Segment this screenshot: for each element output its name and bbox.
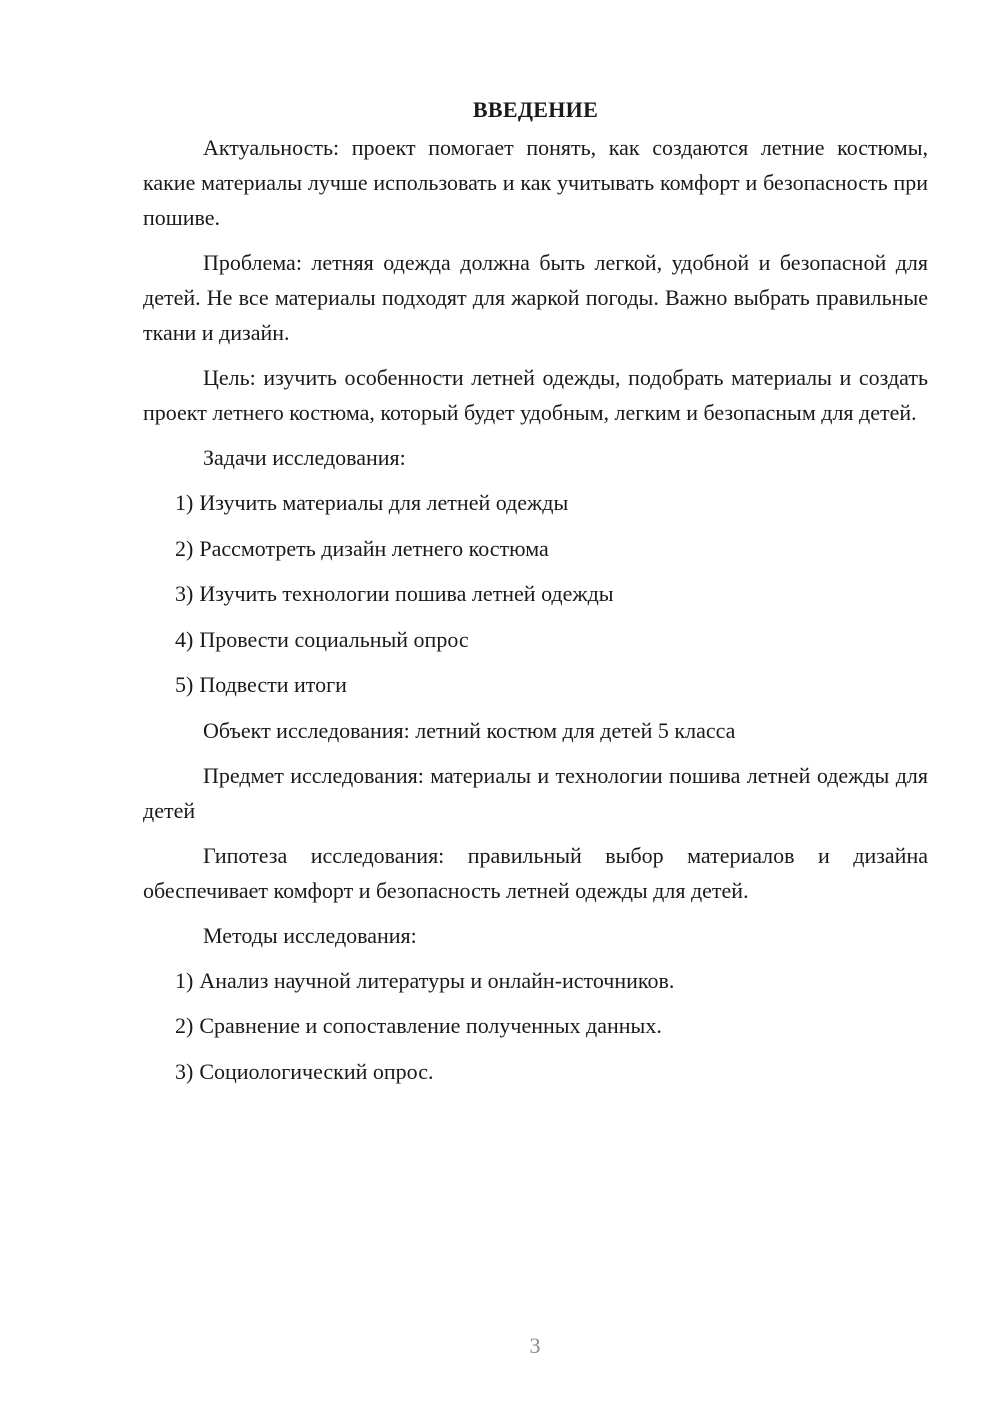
list-item <box>143 622 928 657</box>
list-item-text: Провести социальный опрос <box>199 626 469 652</box>
relevance-paragraph: Актуальность: проект помогает понять, как создаются летние костюмы, какие материалы лучше использовать и как учитывать комфорт и безопасность при пошиве. <box>143 135 928 230</box>
list-item-text: Рассмотреть дизайн летнего костюма <box>199 535 549 561</box>
methods-title: Методы исследования: <box>203 922 417 948</box>
list-item <box>143 667 928 702</box>
page-title: ВВЕДЕНИЕ <box>472 97 599 122</box>
tasks-list <box>143 485 928 702</box>
list-item <box>143 485 928 520</box>
tasks-title: Задачи исследования: <box>203 445 406 470</box>
list-item-number: 2) <box>175 535 194 561</box>
page-number: 3 <box>529 1333 541 1358</box>
list-item-number: 1) <box>175 967 194 993</box>
list-item <box>143 531 928 566</box>
list-item-number: 3) <box>175 581 194 606</box>
list-item-text: Подвести итоги <box>199 672 347 697</box>
list-item-text: Социологический опрос. <box>199 1058 434 1084</box>
subject-paragraph: Предмет исследования: материалы и технологии пошива летней одежды для детей <box>143 762 928 823</box>
list-item-number: 5) <box>175 672 194 697</box>
list-item <box>143 963 928 998</box>
object-paragraph: Объект исследования: летний костюм для детей 5 класса <box>203 717 736 743</box>
list-item-text: Сравнение и сопоставление полученных данных. <box>199 1013 662 1038</box>
document-page <box>143 92 928 1099</box>
hypothesis-paragraph: Гипотеза исследования: правильный выбор материалов и дизайна обеспечивает комфорт и безопасность летней одежды для детей. <box>143 842 928 903</box>
list-item <box>143 1054 928 1089</box>
list-item-number: 4) <box>175 626 194 652</box>
list-item <box>143 1008 928 1043</box>
goal-paragraph: Цель: изучить особенности летней одежды, подобрать материалы и создать проект летнего костюма, который будет удобным, легким и безопасным для детей. <box>143 365 928 425</box>
list-item-text: Анализ научной литературы и онлайн-источников. <box>199 967 675 993</box>
methods-list <box>143 963 928 1089</box>
list-item-number: 2) <box>175 1013 194 1038</box>
list-item-number: 1) <box>175 490 194 515</box>
list-item-text: Изучить материалы для летней одежды <box>199 490 569 515</box>
list-item-number: 3) <box>175 1058 194 1084</box>
list-item <box>143 576 928 611</box>
problem-paragraph: Проблема: летняя одежда должна быть легкой, удобной и безопасной для детей. Не все материалы подходят для жаркой погоды. Важно выбрать правильные ткани и дизайн. <box>143 250 928 345</box>
list-item-text: Изучить технологии пошива летней одежды <box>199 581 614 606</box>
